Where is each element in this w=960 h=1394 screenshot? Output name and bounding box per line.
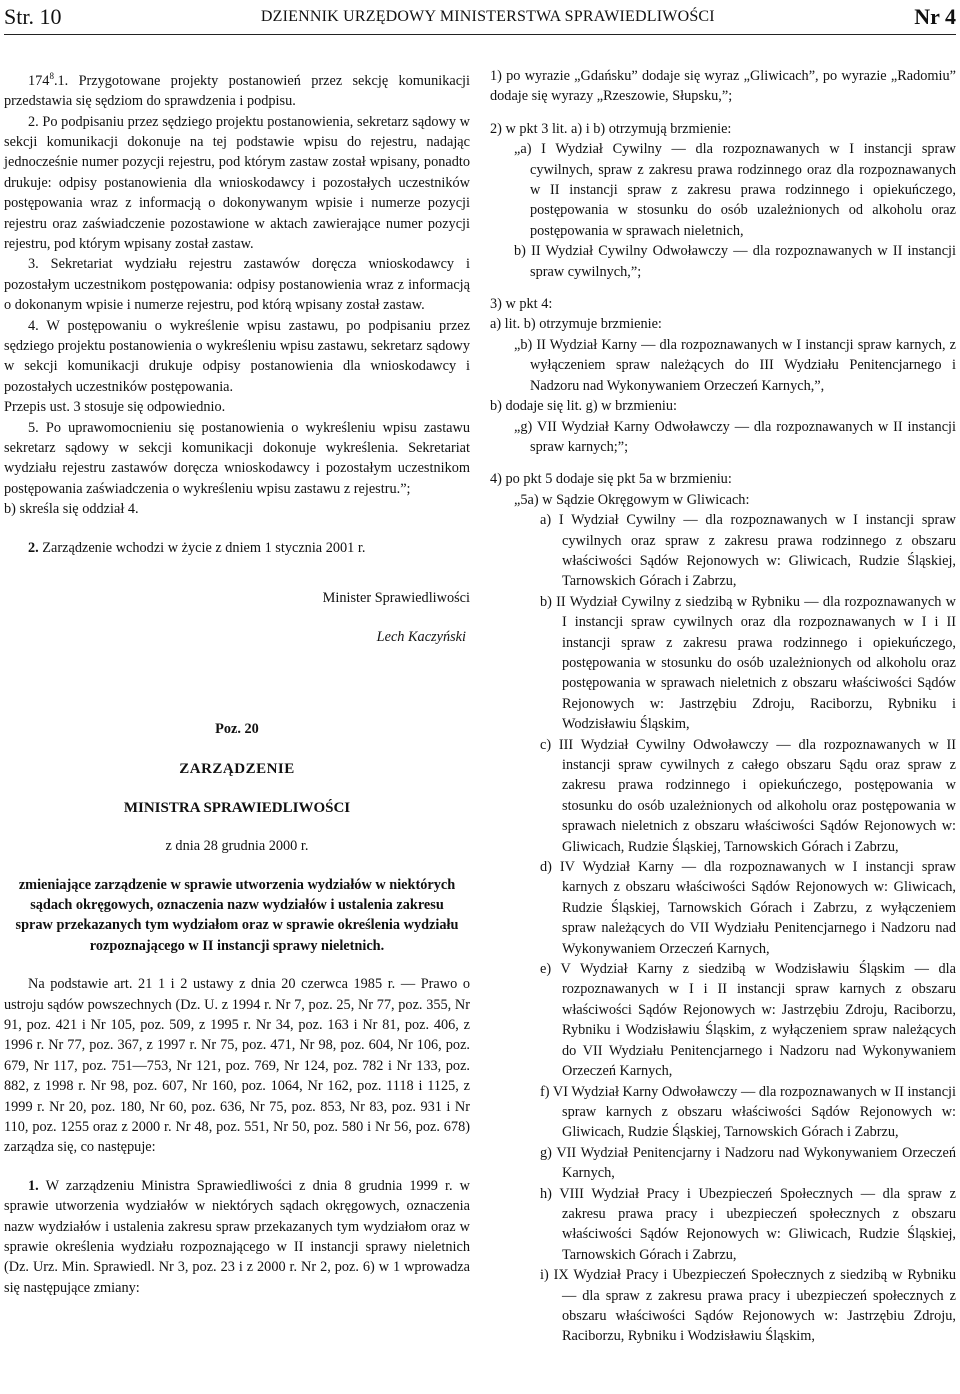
amendment-3a-quote: „b) II Wydział Karny — dla rozpoznawanych w I instancji spraw karnych, z wyłączeniem spraw należących do III Wydziału Penitencjarnego i Nadzoru nad Wykonywaniem Orzeczeń Karnych,”,: [514, 336, 956, 394]
division-item: g) VII Wydział Penitencjarny i Nadzoru nad Wykonywaniem Orzeczeń Karnych,: [540, 1144, 956, 1182]
section-2-number: 2.: [28, 539, 39, 556]
section-number: 174: [28, 72, 50, 89]
section-1-text: W zarządzeniu Ministra Sprawiedliwości z dnia 8 grudnia 1999 r. w sprawie utworzenia wydziałów w niektórych sądach okręgowych, oznaczenia nazw wydziałów i ustalenia zakresu spraw przekazanych tym wydziałom oraz w sprawie określenia wydziału rozpoznającego w II instancji sprawy nieletnich (Dz. Urz. Min. Sprawiedl. Nr 3, poz. 23 i z 2000 r. Nr 2, poz. 6) w 1 wprowadza się następujące zmiany:: [4, 1177, 470, 1296]
legal-basis: Na podstawie art. 21 1 i 2 ustawy z dnia 20 czerwca 1985 r. — Prawo o ustroju sądów powszechnych (Dz. U. z 1994 r. Nr 7, poz. 25, Nr 77, poz. 355, Nr 91, poz. 421 i Nr 105, poz. 509, z 1995 r. Nr 34, poz. 163 i Nr 81, poz. 406, z 1996 r. Nr 77, poz. 367, z 1997 r. Nr 75, poz. 471, Nr 98, poz. 604, Nr 106, poz. 679, Nr 117, poz. 751—753, Nr 121, poz. 769, Nr 124, poz. 782 i Nr 133, poz. 882, z 1998 r. Nr 98, poz. 607, Nr 160, poz. 1064, Nr 162, poz. 1118 i 1125, z 1999 r. Nr 20, poz. 180, Nr 60, poz. 636, Nr 75, poz. 853, Nr 83, poz. 931 i Nr 110, poz. 1255 oraz z 2000 r. Nr 48, poz. 551, Nr 50, poz. 580 i Nr 56, poz. 678) zarządza się, co następuje:: [4, 976, 470, 1156]
document-subject: zmieniające zarządzenie w sprawie utworzenia wydziałów w niektórych sądach okręgowych, oznaczenia nazw wydziałów i ustalenia zakresu spraw przekazanych tym wydziałom oraz w sprawie określenia wydziału rozpoznającego w II instancji sprawy nieletnich.: [15, 876, 459, 954]
document-date: z dnia 28 grudnia 2000 r.: [165, 838, 309, 855]
paragraph-b: b) skreśla się oddział 4.: [4, 501, 139, 518]
division-item: e) V Wydział Karny z siedzibą w Wodzisławiu Śląskim — dla rozpoznawanych w I i II instancji spraw karnych z obszaru właściwości Sądów Rejonowych w: Jastrzębiu Zdroju, Raciborzu, Rybniku i Wodzisławiu Śląskim, z wyłączeniem spraw należących do VII Wydziału Penitencjarnego i Nadzoru nad Wykonywaniem Orzeczeń Karnych,: [540, 961, 956, 1080]
section-superscript: 8: [49, 71, 54, 81]
division-item: f) VI Wydział Karny Odwoławczy — dla rozpoznawanych w II instancji spraw karnych z obszaru właściwości Sądów Rejonowych w: Gliwicach, Rudzie Śląskiej, Tarnowskich Górach i Zabrzu,: [540, 1083, 956, 1141]
amendment-3b-quote: „g) VII Wydział Karny Odwoławczy — dla rozpoznawanych w II instancji spraw karnych;”;: [514, 418, 956, 455]
amendment-2: 2) w pkt 3 lit. a) i b) otrzymują brzmienie:: [490, 120, 732, 137]
page-number: Str. 10: [4, 4, 62, 29]
left-column: [4, 66, 470, 1298]
amendment-2b: b) II Wydział Cywilny Odwoławczy — dla rozpoznawanych w II instancji spraw cywilnych,”;: [514, 243, 956, 280]
division-item: b) II Wydział Cywilny z siedzibą w Rybniku — dla rozpoznawanych w I instancji spraw cywilnych oraz dla rozpoznawanych w I i II instancji spraw z zakresu prawa rodzinnego i opiekuńczego, postępowania w stosunku do osób uzależnionych od alkoholu oraz postępowania w sprawach nieletnich z obszaru właściwości Sądów Rejonowych w: Jastrzębiu Zdroju, Raciborzu, Rybniku i Wodzisławiu Śląskim,: [540, 593, 956, 733]
division-item: h) VIII Wydział Pracy i Ubezpieczeń Społecznych — dla spraw z zakresu prawa pracy i ubezpieczeń społecznych z obszaru właściwości Sądów Rejonowych w: Gliwicach, Rudzie Śląskiej, Tarnowskich Górach i Zabrzu,: [540, 1185, 956, 1263]
paragraph-section-1: [4, 1176, 470, 1298]
right-column: [490, 66, 956, 1347]
document-type: ZARZĄDZENIE: [179, 761, 295, 778]
amendment-4-heading: „5a) w Sądzie Okręgowym w Gliwicach:: [514, 491, 750, 508]
signature-office: Minister Sprawiedliwości: [322, 590, 470, 607]
issue-number: Nr 4: [914, 4, 956, 29]
amendment-3a: a) lit. b) otrzymuje brzmienie:: [490, 316, 662, 333]
paragraph-2: 2. Po podpisaniu przez sędziego projektu postanowienia, sekretarz sądowy w sekcji komunikacji dokonuje na tej podstawie wpisu do rejestru, nadając jednocześnie numer pozycji rejestru, pod którym zastaw został wpisany, ponadto drukuje: odpisy postanowienia dla wnioskodawcy i pozostałych uczestników postępowania wraz z informacją o dokonywanym wpisie i numerze pozycji rejestru oraz zaświadczenie pozostawione w aktach zawierające numer pozycji rejestru, pod którym wpisany został zastaw.: [4, 113, 470, 253]
paragraph-text: .1. Przygotowane projekty postanowień przez sekcję komunikacji przedstawia się sędziom do sprawdzenia i podpisu.: [4, 72, 470, 110]
amendment-3b: b) dodaje się lit. g) w brzmieniu:: [490, 398, 678, 415]
page-header: [4, 0, 956, 35]
paragraph-3: 3. Sekretariat wydziału rejestru zastawów doręcza wnioskodawcy i pozostałym uczestnikom postępowania: odpisy postanowienia wraz z informacją o dokonanym wpisie i numerze rejestru, pod którą wpisany został zastaw.: [4, 256, 470, 314]
division-item: d) IV Wydział Karny — dla rozpoznawanych w I instancji spraw karnych z obszaru właściwości Sądów Rejonowych w: Gliwicach, Rudzie Śląskiej, Tarnowskich Górach i Zabrzu, z wyłączeniem spraw należących do VII Wydziału Penitencjarnego i Nadzoru nad Wykonywaniem Orzeczeń Karnych,: [540, 859, 956, 957]
paragraph-174-8-1: [4, 66, 470, 112]
signature-name: Lech Kaczyński: [376, 628, 466, 645]
position-number: Poz. 20: [215, 720, 259, 737]
amendment-1: 1) po wyrazie „Gdańsku” dodaje się wyraz „Gliwicach”, po wyrazie „Radomiu” dodaje się wyrazy „Rzeszowie, Słupsku,”;: [490, 68, 956, 105]
journal-title: DZIENNIK URZĘDOWY MINISTERSTWA SPRAWIEDLIWOŚCI: [260, 8, 715, 25]
amendment-2a: „a) I Wydział Cywilny — dla rozpoznawanych w I instancji spraw cywilnych, spraw z zakresu prawa rodzinnego oraz dla rozpoznawanych w II instancji spraw z zakresu prawa rodzinnego i opiekuńczego, postępowania w stosunku do osób uzależnionych od alkoholu oraz postępowania w sprawach nieletnich,: [514, 141, 956, 239]
paragraph-5: 5. Po uprawomocnieniu się postanowienia o wykreśleniu wpisu zastawu sekretarz sądowy w sekcji komunikacji dokonuje wykreślenia. Sekretariat wydziału rejestru zastawów doręcza wnioskodawcy i pozostałym uczestnikom postępowania zaświadczenia o wykreśleniu wpisu zastawu z rejestru.”;: [4, 419, 470, 497]
section-1-number: 1.: [28, 1177, 39, 1194]
issuer: MINISTRA SPRAWIEDLIWOŚCI: [123, 799, 351, 816]
division-item: a) I Wydział Cywilny — dla rozpoznawanych w I instancji spraw cywilnych oraz spraw z zakresu prawa rodzinnego z obszaru właściwości Sądów Rejonowych w: Gliwicach, Rudzie Śląskiej, Tarnowskich Górach i Zabrzu,: [540, 512, 956, 590]
division-item: c) III Wydział Cywilny Odwoławczy — dla rozpoznawanych w II instancji spraw cywilnych z całego obszaru Sądu oraz spraw z zakresu prawa rodzinnego i opiekuńczego, postępowania w stosunku do osób uzależnionych od alkoholu oraz postępowania w sprawach nieletnich z obszaru właściwości Sądów Rejonowych w: Gliwicach, Rudzie Śląskiej, Tarnowskich Górach i Zabrzu,: [540, 736, 956, 855]
paragraph-4: 4. W postępowaniu o wykreślenie wpisu zastawu, po podpisaniu przez sędziego projektu postanowienia o wykreśleniu wpisu zastawu, sekretarz sądowy w sekcji komunikacji drukuje odpisy postanowienia dla wnioskodawcy i pozostałych uczestników postępowania.: [4, 317, 470, 395]
paragraph-4b: Przepis ust. 3 stosuje się odpowiednio.: [4, 399, 226, 416]
amendment-4: 4) po pkt 5 dodaje się pkt 5a w brzmieniu:: [490, 471, 732, 488]
paragraph-section-2: [4, 538, 470, 558]
amendment-3: 3) w pkt 4:: [490, 296, 553, 313]
section-2-text: Zarządzenie wchodzi w życie z dniem 1 stycznia 2001 r.: [38, 539, 366, 556]
division-item: i) IX Wydział Pracy i Ubezpieczeń Społecznych z siedzibą w Rybniku — dla spraw z zakresu prawa pracy i ubezpieczeń społecznych z obszaru właściwości Sądów Rejonowych w: Jastrzębiu Zdroju, Raciborzu, Rybniku i Wodzisławiu Śląskim,: [540, 1267, 956, 1345]
